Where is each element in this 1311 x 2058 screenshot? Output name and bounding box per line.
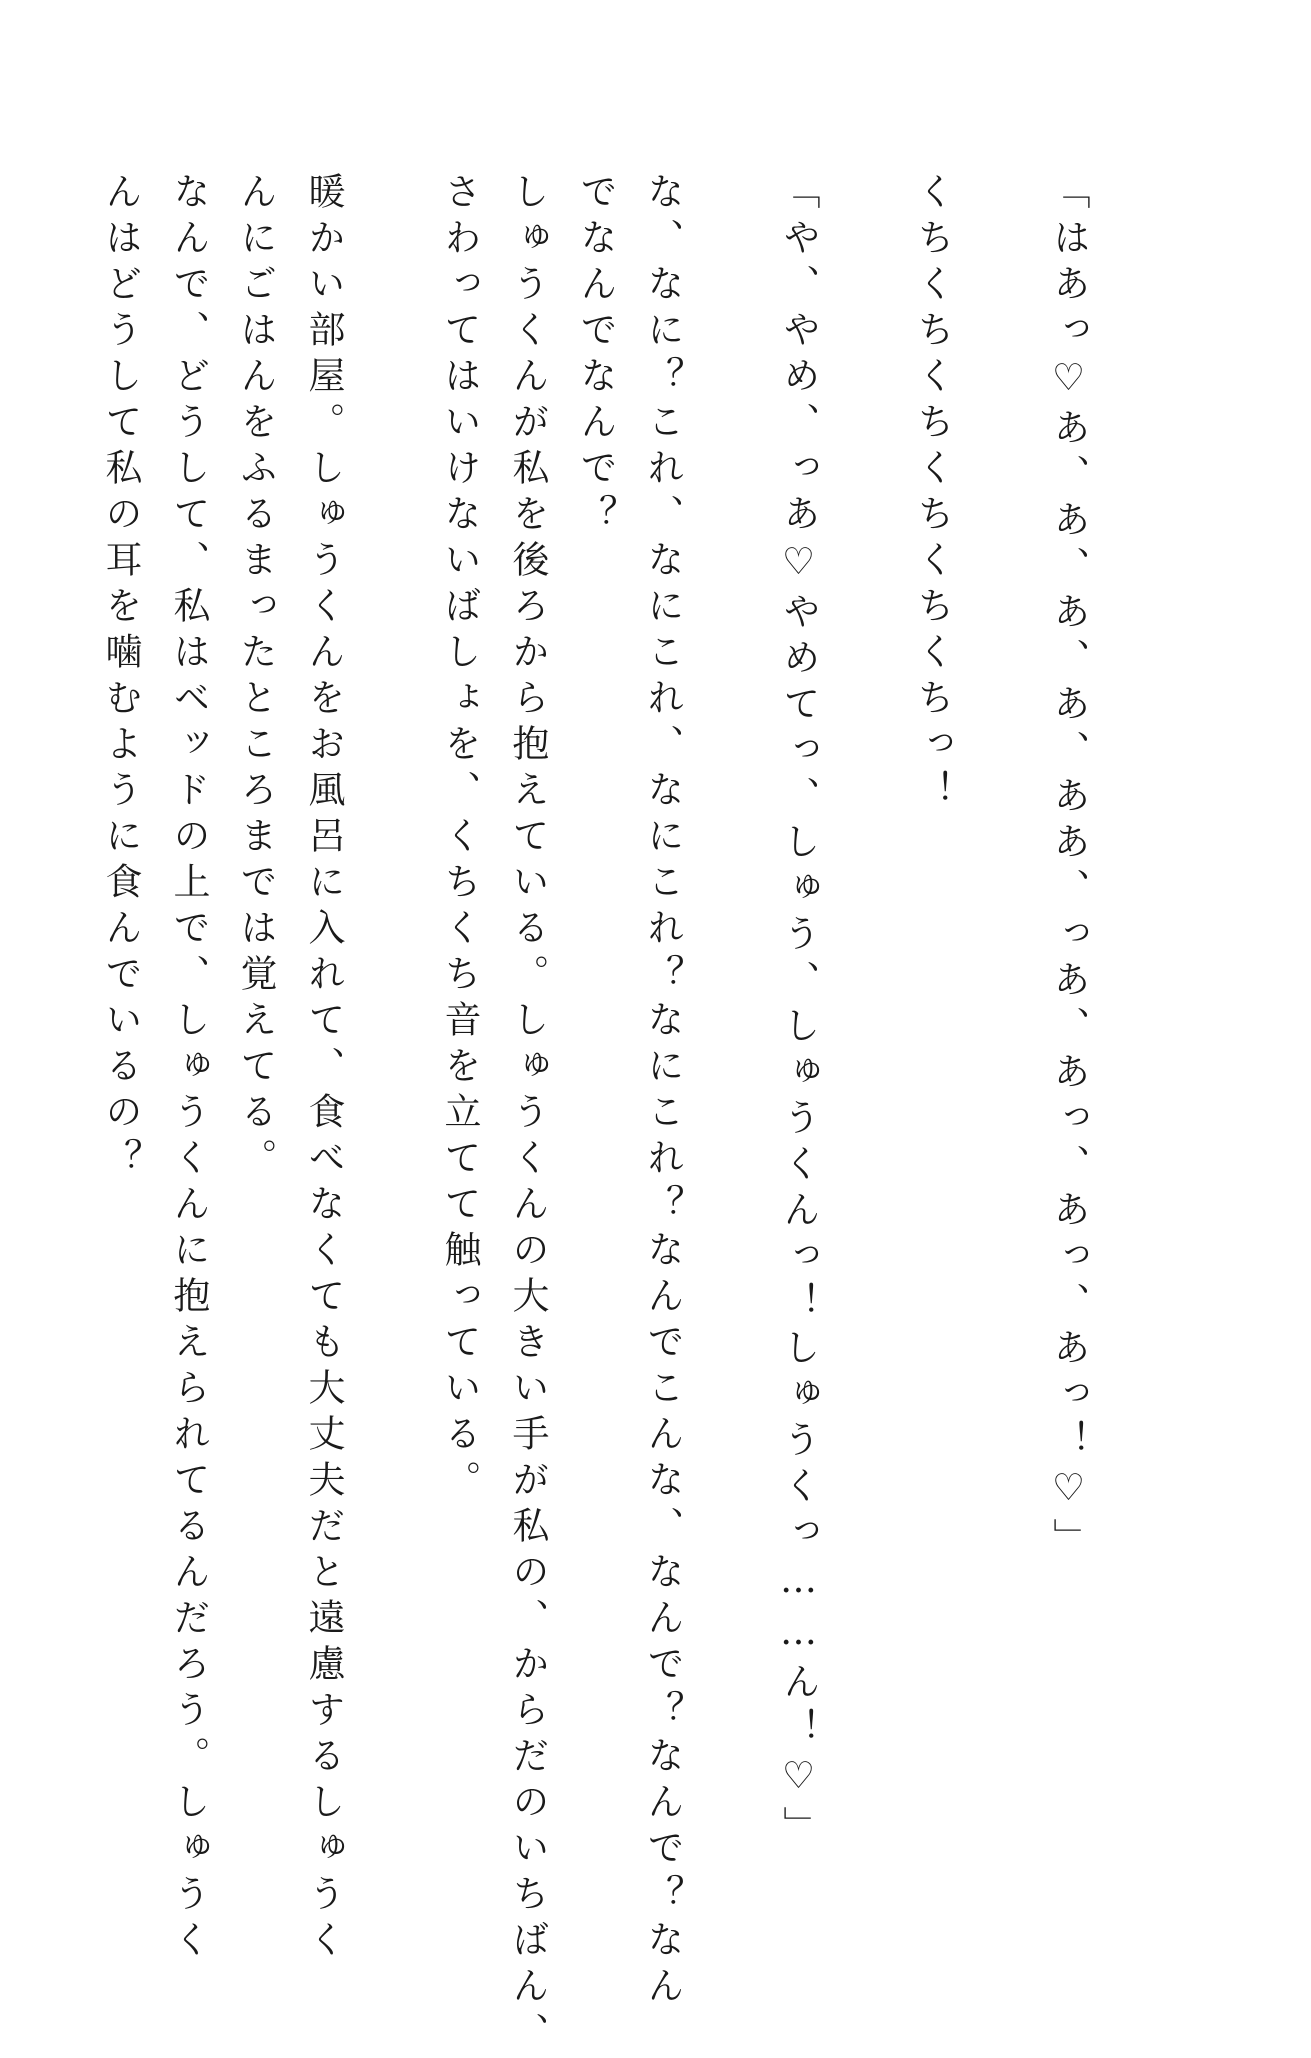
text-column-9: 暖かい部屋。しゅうくんをお風呂に入れて、食べなくても大丈夫だと遠慮するしゅうく bbox=[302, 172, 345, 1966]
text-column-11: なんで、どうして、私はベッドの上で、しゅうくんに抱えられてるんだろう。しゅうく bbox=[167, 172, 210, 1966]
text-column-5: でなんでなんで？ bbox=[574, 172, 617, 540]
text-column-10: んにごはんをふるまったところまでは覚えてる。 bbox=[234, 172, 277, 1184]
text-column-12: んはどうして私の耳を噛むように食んでいるの？ bbox=[99, 172, 142, 1184]
text-column-1: 「はあっ♡あ、あ、あ、あ、ああ、っあ、あっ、あっ、あっ！♡」 bbox=[1047, 172, 1090, 1564]
text-column-3: 「や、やめ、っあ♡やめてっ、しゅう、しゅうくんっ！しゅうくっ……ん！♡」 bbox=[777, 172, 820, 1852]
text-column-7: さわってはいけないばしょを、くちくち音を立てて触っている。 bbox=[438, 172, 481, 1506]
text-column-4: な、なに？これ、なにこれ、なにこれ？なにこれ？なんでこんな、なんで？なんで？なん bbox=[641, 172, 684, 2012]
text-column-2: くちくちくちくちくちくちっ！ bbox=[911, 172, 954, 816]
text-column-6: しゅうくんが私を後ろから抱えている。しゅうくんの大きい手が私の、からだのいちばん、 bbox=[506, 172, 549, 2058]
